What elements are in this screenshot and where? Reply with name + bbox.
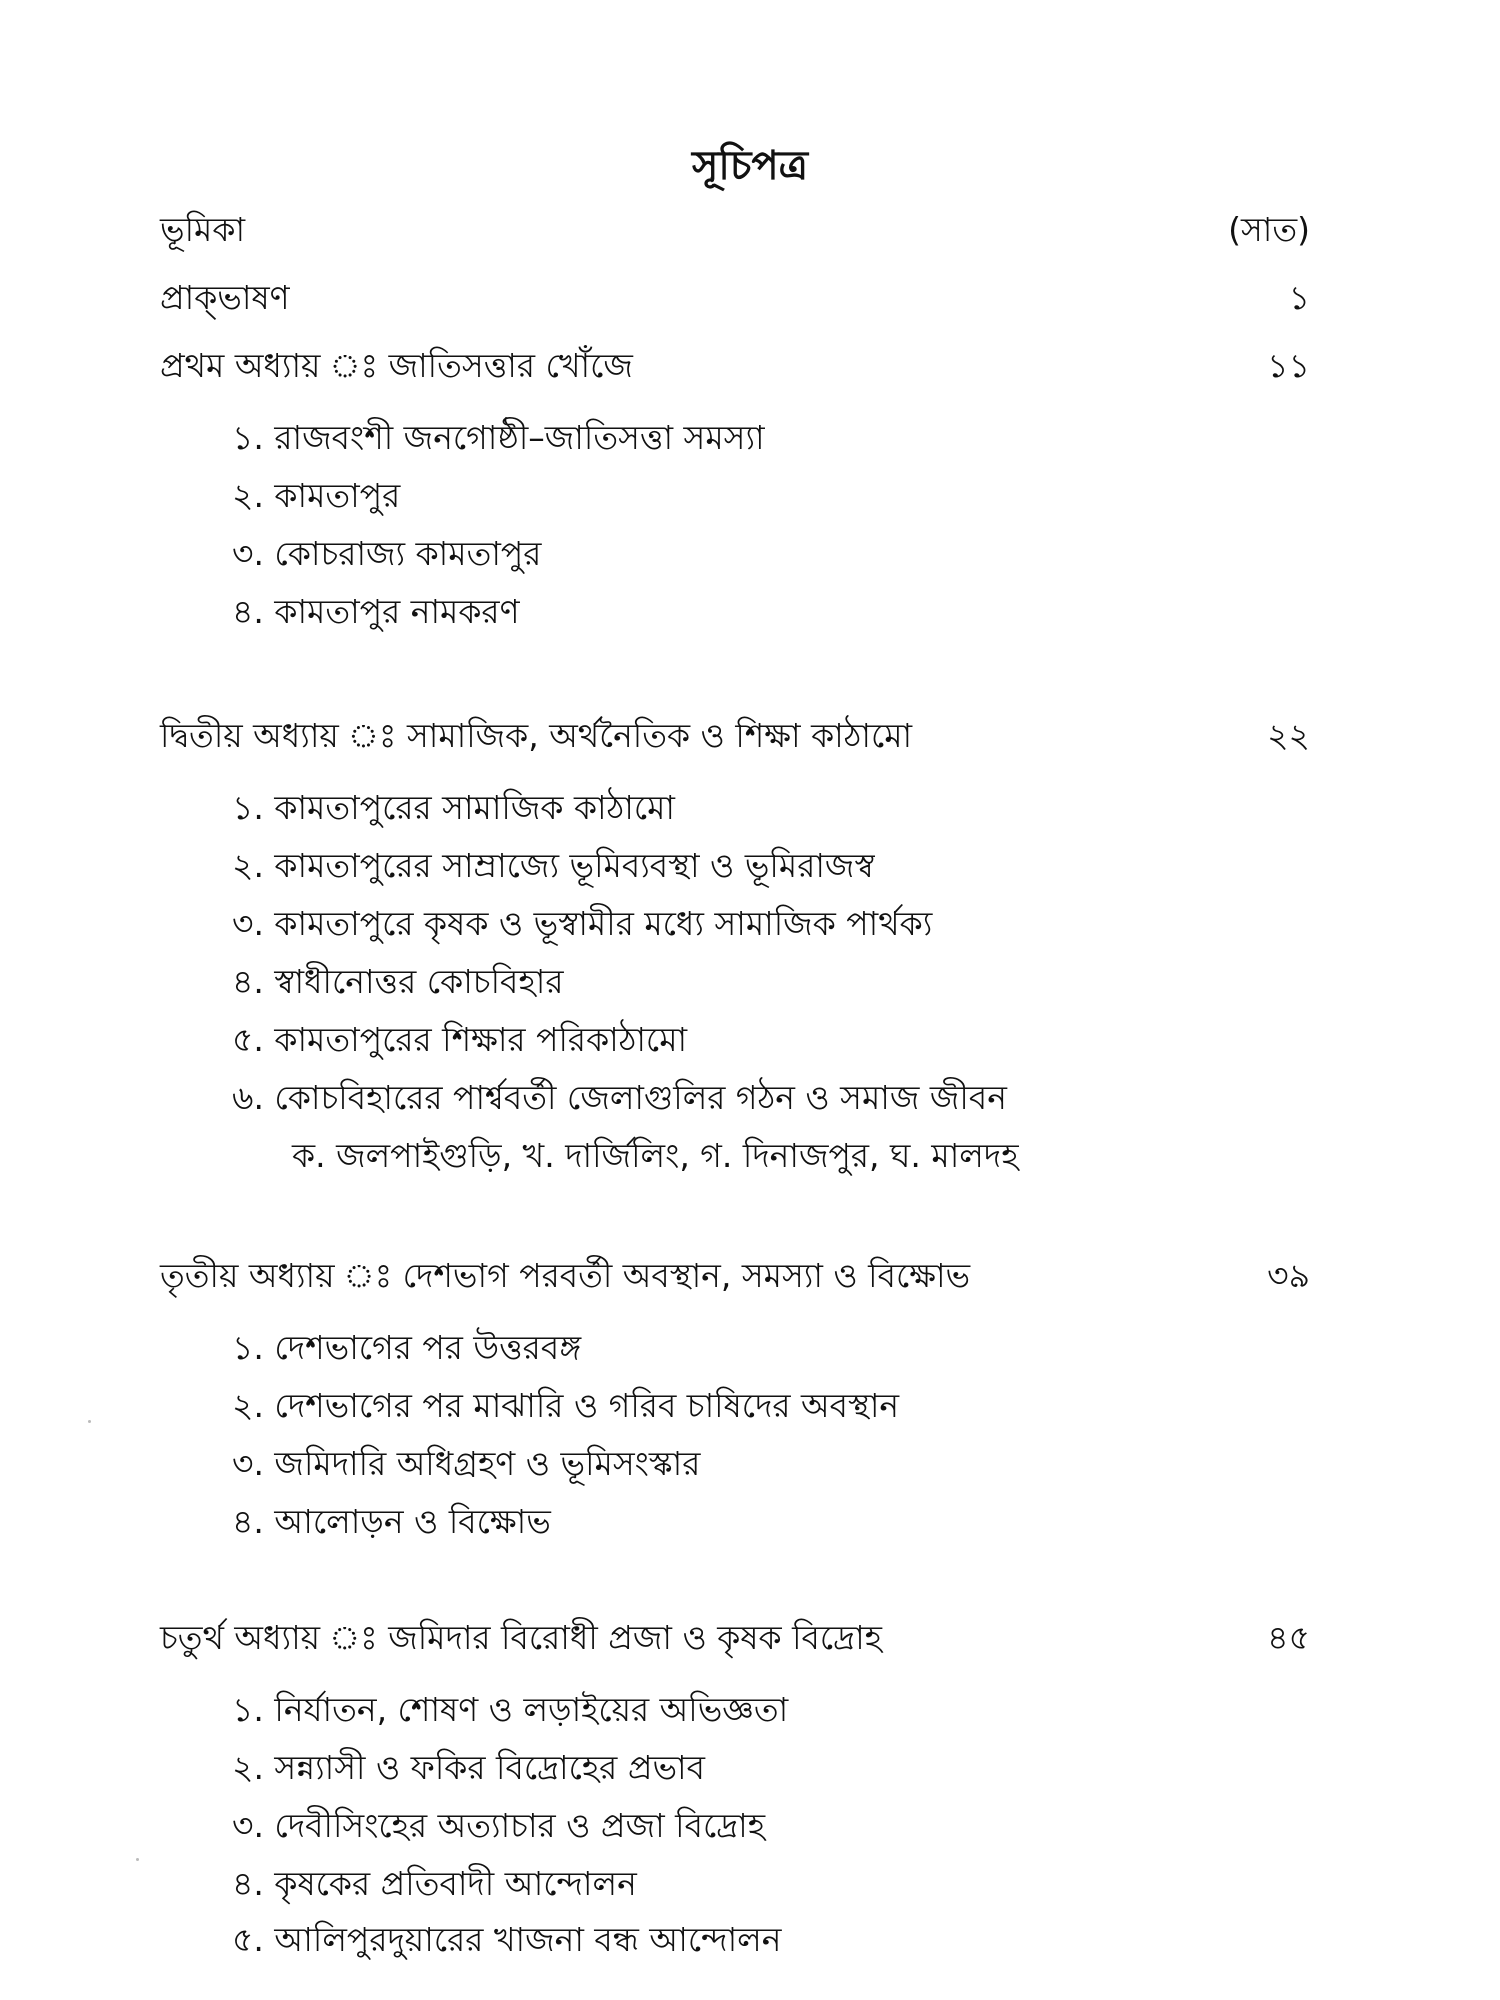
chapter-page-number: ২২ — [1267, 716, 1310, 755]
toc-section[interactable]: ২. দেশভাগের পর মাঝারি ও গরিব চাষিদের অবস্থান — [232, 1386, 900, 1425]
entry-page-number: ১ — [1288, 278, 1310, 317]
chapter-title: চতুর্থ অধ্যায় ঃ জমিদার বিরোধী প্রজা ও কৃষক বিদ্রোহ — [160, 1618, 883, 1657]
chapter-page-number: ৩৯ — [1267, 1256, 1310, 1295]
toc-chapter-1[interactable] — [160, 336, 1310, 396]
chapter-title: প্রথম অধ্যায় ঃ জাতিসত্তার খোঁজে — [160, 346, 633, 385]
toc-section[interactable]: ৫. কামতাপুরের শিক্ষার পরিকাঠামো — [232, 1020, 688, 1059]
toc-section[interactable]: ৪. কৃষকের প্রতিবাদী আন্দোলন — [232, 1864, 637, 1903]
toc-section[interactable]: ৩. কোচরাজ্য কামতাপুর — [232, 534, 542, 573]
toc-section[interactable]: ১. নির্যাতন, শোষণ ও লড়াইয়ের অভিজ্ঞতা — [232, 1690, 789, 1729]
toc-entry-foreword[interactable] — [160, 268, 1310, 328]
page-title: সূচিপত্র — [692, 143, 808, 189]
toc-section[interactable]: ৩. জমিদারি অধিগ্রহণ ও ভূমিসংস্কার — [232, 1444, 701, 1483]
toc-section[interactable]: ৪. কামতাপুর নামকরণ — [232, 592, 520, 631]
toc-subsection-list[interactable]: ক. জলপাইগুড়ি, খ. দার্জিলিং, গ. দিনাজপুর, ঘ. মালদহ — [292, 1136, 1019, 1175]
toc-section[interactable]: ৪. স্বাধীনোত্তর কোচবিহার — [232, 962, 564, 1001]
toc-section[interactable]: ২. সন্ন্যাসী ও ফকির বিদ্রোহের প্রভাব — [232, 1748, 705, 1787]
entry-page-number: (সাত) — [1228, 210, 1310, 249]
toc-section[interactable]: ২. কামতাপুর — [232, 476, 401, 515]
toc-section[interactable]: ১. দেশভাগের পর উত্তরবঙ্গ — [232, 1328, 582, 1367]
toc-entry-preface[interactable] — [160, 200, 1310, 260]
toc-section[interactable]: ৫. আলিপুরদুয়ারের খাজনা বন্ধ আন্দোলন — [232, 1920, 782, 1959]
scan-speck — [136, 1858, 139, 1861]
toc-section[interactable]: ৩. কামতাপুরে কৃষক ও ভূস্বামীর মধ্যে সামাজিক পার্থক্য — [232, 904, 933, 943]
entry-label: প্রাক্‌ভাষণ — [160, 278, 290, 317]
toc-section[interactable]: ৪. আলোড়ন ও বিক্ষোভ — [232, 1502, 551, 1541]
toc-section[interactable]: ৩. দেবীসিংহের অত্যাচার ও প্রজা বিদ্রোহ — [232, 1806, 766, 1845]
toc-section[interactable]: ১. রাজবংশী জনগোষ্ঠী–জাতিসত্তা সমস্যা — [232, 418, 765, 457]
chapter-title: দ্বিতীয় অধ্যায় ঃ সামাজিক, অর্থনৈতিক ও শিক্ষা কাঠামো — [160, 716, 913, 755]
entry-label: ভূমিকা — [160, 210, 246, 249]
toc-section[interactable]: ৬. কোচবিহারের পার্শ্ববর্তী জেলাগুলির গঠন ও সমাজ জীবন — [232, 1078, 1007, 1117]
toc-section[interactable]: ২. কামতাপুরের সাম্রাজ্যে ভূমিব্যবস্থা ও ভূমিরাজস্ব — [232, 846, 875, 885]
scan-speck — [88, 1420, 91, 1423]
toc-section[interactable]: ১. কামতাপুরের সামাজিক কাঠামো — [232, 788, 675, 827]
chapter-page-number: ৪৫ — [1267, 1618, 1310, 1657]
chapter-title: তৃতীয় অধ্যায় ঃ দেশভাগ পরবর্তী অবস্থান, সমস্যা ও বিক্ষোভ — [160, 1256, 971, 1295]
toc-chapter-3[interactable] — [160, 1246, 1310, 1306]
toc-chapter-4[interactable] — [160, 1608, 1310, 1668]
chapter-page-number: ১১ — [1267, 346, 1310, 385]
toc-chapter-2[interactable] — [160, 706, 1310, 766]
